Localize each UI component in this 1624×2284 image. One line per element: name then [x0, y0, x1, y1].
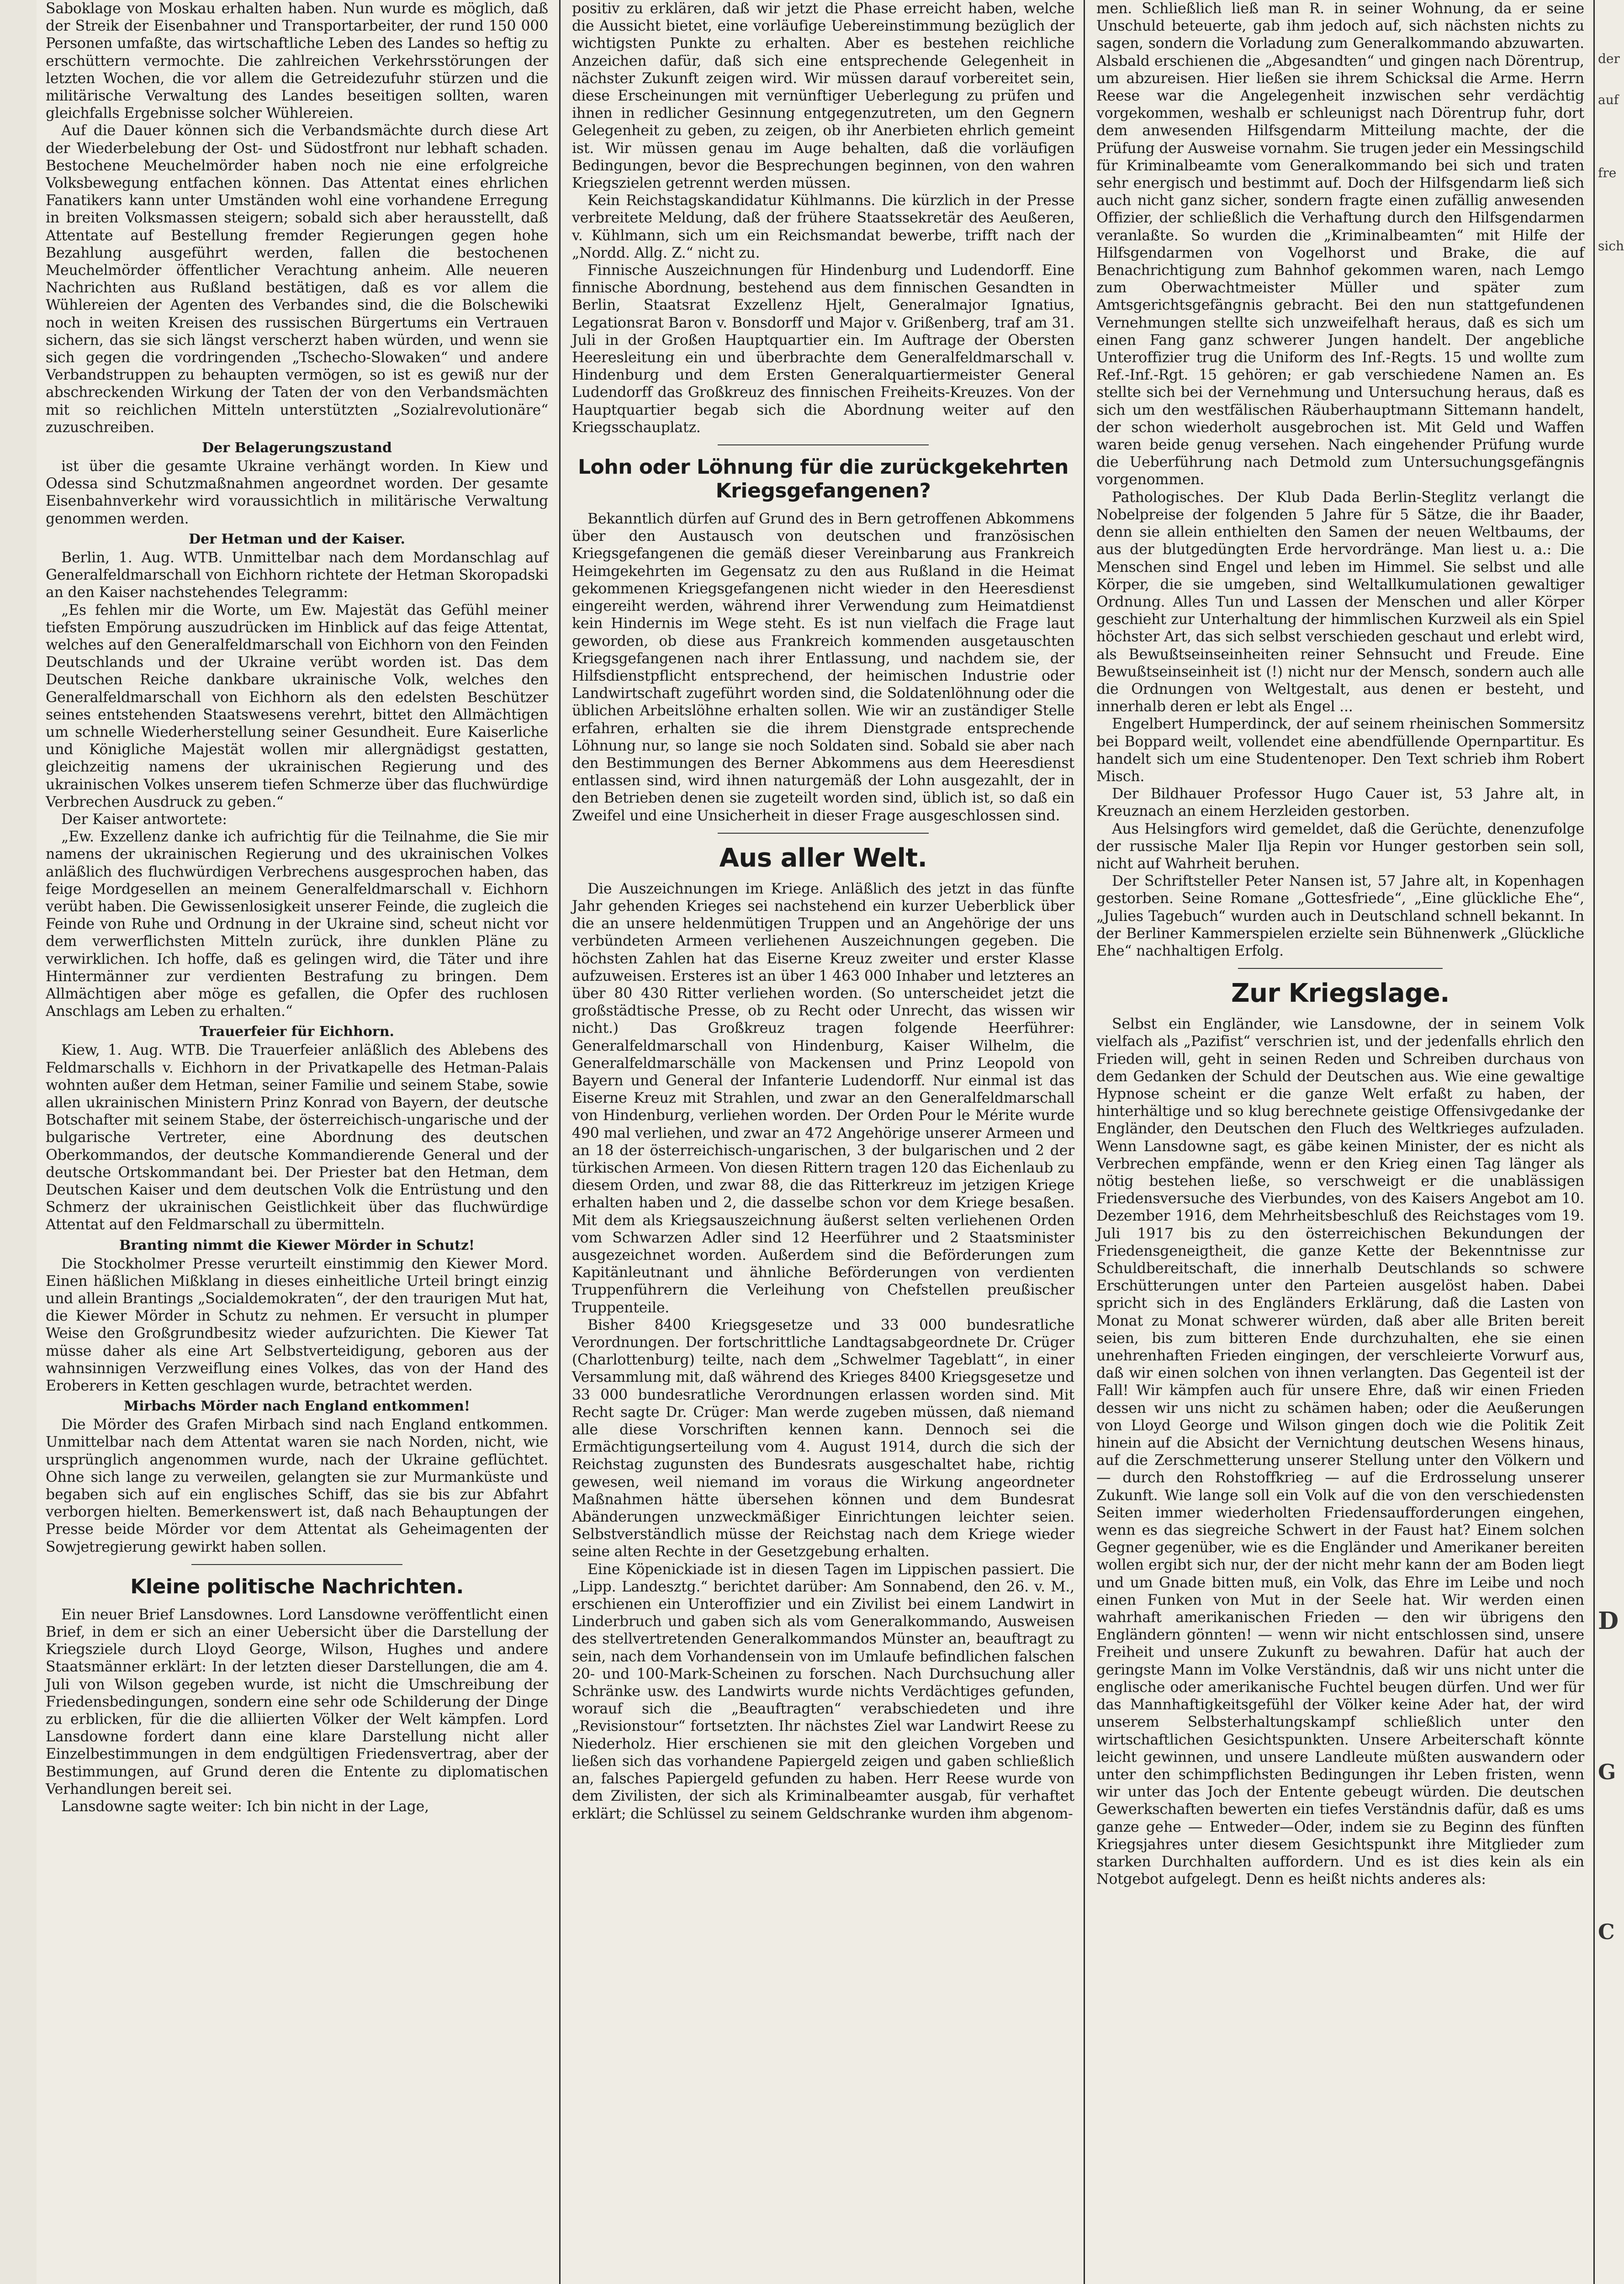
article-paragraph: Lansdowne sagte weiter: Ich bin nicht in der Lage, — [61, 1798, 429, 1815]
section-divider — [718, 833, 929, 834]
subheading: Mirbachs Mörder nach England entkommen! — [123, 1398, 471, 1415]
article-paragraph: Der Schriftsteller Peter Nansen ist, 57 Jahre alt, in Kopenhagen gestorben. Seine Romane „Gottesfriede“, „Eine glückliche Ehe“, „Julies Tagebuch“ wurden auch in Deutschland schnell bekannt. In der Berliner Kammerspielen erzielte sein Bühnenwerk „Glückliche Ehe“ nachhaltigen Erfolg. — [1096, 873, 1584, 959]
article-paragraph: Berlin, 1. Aug. WTB. Unmittelbar nach dem Mordanschlag auf Generalfeldmarschall von Eichhorn richtete der Hetman Skoropadski an den Kaiser nachstehendes Telegramm: — [46, 549, 548, 601]
edge-fragment: auf — [1598, 92, 1619, 107]
section-heading: Zur Kriegslage. — [1231, 978, 1449, 1009]
edge-fragment: sich — [1598, 238, 1624, 254]
article-paragraph: Ein neuer Brief Lansdownes. Lord Lansdowne veröffentlicht einen Brief, in dem er sich an einer Uebersicht über die Darstellung der Kriegsziele durch Lloyd George, Wilson, Hughes und andere Staatsmänner erklärt: In der letzten dieser Darstellungen, die am 4. Juli von Wilson gegeben wurde, ist nicht die Umschreibung der Friedensbedingungen, sondern eine sehr ode Schilderung der Dinge zu erblicken, für die die alliierten Völker der Welt kämpfen. Lord Lansdowne fordert dann eine klare Darstellung nicht aller Einzelbestimmungen in dem endgültigen Friedensvertrag, aber der Bestimmungen, auf Grund deren die Entente zu diplomatischen Verhandlungen bereit sei. — [46, 1606, 548, 1798]
article-paragraph: Finnische Auszeichnungen für Hindenburg und Ludendorff. Eine finnische Abordnung, bestehend aus dem finnischen Gesandten in Berlin, Staatsrat Exzellenz Hjelt, Generalmajor Ignatius, Legationsrat Baron v. Bonsdorff und Major v. Grißenberg, traf am 31. Juli in der Großen Hauptquartier ein. Im Auftrage der Obersten Heeresleitung ein und überbrachte dem Generalfeldmarschall v. Hindenburg und dem Ersten Generalquartiermeister General Ludendorff das Großkreuz des finnischen Freiheits-Kreuzes. Von der Hauptquartier begab sich die Abordnung weiter auf den Kriegsschauplatz. — [572, 262, 1074, 436]
article-paragraph: Aus Helsingfors wird gemeldet, daß die Gerüchte, denenzufolge der russische Maler Ilja Repin vor Hunger gestorben sein soll, nicht auf Wahrheit beruhen. — [1096, 820, 1584, 872]
article-paragraph: Der Kaiser antwortete: — [61, 811, 227, 828]
section-heading: Lohn oder Löhnung für die zurückgekehrten Kriegsgefangenen? — [578, 455, 1069, 503]
article-paragraph: ist über die gesamte Ukraine verhängt worden. In Kiew und Odessa sind Schutzmaßnahmen angeordnet worden. Der gesamte Eisenbahnverkehr wird voraussichtlich in militärische Verwaltung genommen werden. — [46, 458, 548, 527]
article-paragraph: Saboklage von Moskau erhalten haben. Nun wurde es möglich, daß der Streik der Eisenbahner und Transportarbeiter, der rund 150 000 Personen umfaßte, das wirtschaftliche Leben des Landes so heftig zu erschüttern vermochte. Die zahlreichen Verkehrsstörungen der letzten Wochen, die vor allem die Getreidezufuhr stürzen und die militärische Verwaltung des Landes beseitigen sollten, waren gleichfalls Ergebnisse solcher Wühlereien. — [46, 0, 548, 122]
column-1 — [37, 0, 561, 2284]
article-paragraph: Die Mörder des Grafen Mirbach sind nach England entkommen. Unmittelbar nach dem Attentat waren sie nach Norden, nicht, wie ursprünglich angenommen wurde, nach der Ukraine geflüchtet. Ohne sich lange zu verweilen, gelangten sie zur Murmanküste und begaben sich auf ein englisches Schiff, das sie bis zur Abfahrt verborgen hielten. Bemerkenswert ist, daß nach Behauptungen der Presse beide Mörder vor dem Attentat als Geheimagenten der Sowjetregierung gewirkt haben sollen. — [46, 1417, 548, 1555]
edge-fragment: G — [1598, 1760, 1616, 1784]
article-paragraph: Bekanntlich dürfen auf Grund des in Bern getroffenen Abkommens über den Austausch von deutschen und französischen Kriegsgefangenen die gemäß dieser Vereinbarung aus Frankreich Heimgekehrten im Gegensatz zu den aus Rußland in die Heimat gekommenen Kriegsgefangenen nicht wieder in den Heeresdienst eingereiht werden, während ihrer Verwendung zum Heimatdienst kein Hindernis im Wege steht. Es ist nun vielfach die Frage laut geworden, ob diese aus Frankreich kommenden ausgetauschten Kriegsgefangenen nach ihrer Entlassung, und nachdem sie, der Hilfsdienstpflicht entsprechend, der heimischen Industrie oder Landwirtschaft zugeführt worden sind, die Soldatenlöhnung oder die üblichen Arbeitslöhne erhalten sollen. Wie wir an zuständiger Stelle erfahren, erhalten sie die ihrem Dienstgrade entsprechende Löhnung nur, so lange sie noch Soldaten sind. Sobald sie aber nach den Bestimmungen des Berner Abkommens aus dem Heeresdienst entlassen sind, wird ihnen naturgemäß der Lohn ausgezahlt, der in den Betrieben denen sie zugeteilt worden sind, üblich ist, so daß ein Zweifel und eine Unsicherheit in dieser Frage ausgeschlossen sind. — [572, 511, 1074, 824]
column-3 — [1085, 0, 1595, 2284]
column-2 — [561, 0, 1085, 2284]
section-heading: Aus aller Welt. — [719, 843, 927, 873]
edge-fragment: D — [1598, 1607, 1619, 1635]
article-paragraph: positiv zu erklären, daß wir jetzt die Phase erreicht haben, welche die Aussicht bietet, eine vorläufige Uebereinstimmung bezüglich der wichtigsten Punkte zu erhalten. Aber es bestehen reichliche Anzeichen dafür, daß sich eine entsprechende Gelegenheit in nächster Zukunft zeigen wird. Wir müssen darauf vorbereitet sein, diese Erscheinungen mit vernünftiger Ueberlegung zu prüfen und ihnen in redlicher Gesinnung entgegenzutreten, um den Gegnern Gelegenheit zu geben, zu zeigen, ob ihr Anerbieten ehrlich gemeint ist. Wir müssen genau im Auge behalten, daß die vorläufigen Bedingungen, bevor die Besprechungen beginnen, von den wahren Kriegszielen getrennt werden müssen. — [572, 0, 1074, 192]
article-paragraph: Selbst ein Engländer, wie Lansdowne, der in seinem Volk vielfach als „Pazifist“ verschrien ist, und der jedenfalls ehrlich den Frieden will, geht in seinen Reden und Schreiben durchaus von dem Gedanken der Schuld der Deutschen aus. Wie eine gewaltige Hypnose scheint er die ganze Welt erfaßt zu haben, der hinterhältige und so klug berechnete geistige Offensivgedanke der Engländer, den Deutschen den Fluch des Weltkrieges aufzuladen. Wenn Lansdowne sagt, es gäbe keinen Minister, der es nicht als Verbrechen empfände, wenn er den Krieg einen Tag länger als nötig bestehen ließe, so verschweigt er die unablässigen Friedensversuche des Vierbundes, von des Kaisers Angebot am 10. Dezember 1916, dem Mehrheitsbeschluß des Reichstages vom 19. Juli 1917 bis zu den österreichischen Bekundungen der Friedensgeneigtheit, die ganze Kette der Bekenntnisse zur Schuldbereitschaft, die innerhalb Deutschlands so schwere Erschütterungen unter den Parteien ausgelöst haben. Dabei spricht sich in des Engländers Erklärung, daß die Lasten von Monat zu Monat schwerer würden, daß aber alle Briten bereit seien, bis zum bitteren Ende durchzuhalten, ehe sie einen unehrenhaften Frieden eingingen, der verschleierte Vorwurf aus, daß wir einen solchen von ihnen verlangten. Das Gegenteil ist der Fall! Wir kämpfen auch für unsere Ehre, daß wir einen Frieden dessen wir uns nicht zu schämen haben; oder die Aeußerungen von Lloyd George und Wilson gingen doch wie die Politik Zeit hinein auf die Absicht der Vernichtung deutschen Wesens hinaus, auf die Zerschmetterung unserer Stellung unter den Völkern und — durch den Rohstoffkrieg — auf die Erdrosselung unserer Zukunft. Wie lange soll ein Volk auf die von den verschiedensten Seiten immer wiederholten Friedensaufforderungen eingehen, wenn es das siegreiche Schwert in der Faust hat? Einem solchen Gegner gegenüber, wie es die Engländer und Amerikaner bereiten wollen ergibt sich nur, der der nicht mehr kann der am Boden liegt und um Gnade bitten muß, ein Volk, das Ehre im Leibe und noch einen Funken von Mut in der Seele hat. Wir werden einen wahrhaft amerikanischen Frieden — den wir übrigens den Engländern gönnten! — wenn wir nicht entschlossen sind, unsere Freiheit und unsere Zukunft zu bewahren. Dafür hat auch der geringste Mann im Volke Verständnis, daß wir uns nicht unter die englische oder amerikanische Fuchtel beugen dürfen. Und wer für das Mannhaftigkeitsgefühl der Völker keine Ader hat, der wird unserem Selbsterhaltungskampf schließlich unter den wirtschaftlichen Gesichtspunkten. Unsere Arbeiterschaft könnte leicht gewinnen, und unsere Landleute müßten auswandern oder unter den schimpflichsten Bedingungen ihr Leben fristen, wenn wir unter das Joch der Entente gebeugt würden. Die deutschen Gewerkschaften bewerten ein tiefes Verständnis dafür, daß es ums ganze gehe — Entweder—Oder, indem sie zu Beginn des fünften Kriegsjahres unter diesem Gesichtspunkt ihre Mitglieder zum starken Durchhalten auffordern. Und es ist dies kein als ein Notgebot aufgelegt. Denn es heißt nichts anderes als: — [1096, 1016, 1584, 1888]
article-paragraph: Bisher 8400 Kriegsgesetze und 33 000 bundesratliche Verordnungen. Der fortschrittliche Landtagsabgeordnete Dr. Crüger (Charlottenburg) teilte, nach dem „Schwelmer Tageblatt“, in einer Versammlung mit, daß während des Krieges 8400 Kriegsgesetze und 33 000 bundesratliche Verordnungen erlassen worden sind. Mit Recht sagte Dr. Crüger: Man werde zugeben müssen, daß niemand alle diese Vorschriften kennen kann. Dennoch sei die Ermächtigungserteilung vom 4. August 1914, durch die sich der Reichstag zugunsten des Bundesrats ausgeschaltet habe, richtig gewesen, weil niemand im voraus die Wirkung angeordneter Maßnahmen hätte übersehen können und dem Bundesrat Abänderungen unzweckmäßiger Einrichtungen leichter seien. Selbstverständlich müsse der Reichstag nach dem Kriege wieder seine alten Rechte in der Gesetzgebung erhalten. — [572, 1316, 1074, 1560]
article-paragraph: Auf die Dauer können sich die Verbandsmächte durch diese Art der Wiederbelebung der Ost- und Südostfront nur lebhaft schaden. Bestochene Meuchelmörder haben noch nie eine erfolgreiche Volksbewegung entfachen können. Das Attentat eines ehrlichen Fanatikers kann unter Umständen wohl eine vorhandene Erregung in breiten Volksmassen steigern; sobald sich aber herausstellt, daß Attentate auf Bestellung fremder Regierungen gegen hohe Bezahlung ausgeführt werden, fallen die bestochenen Meuchelmörder öffentlicher Verachtung anheim. Alle neueren Nachrichten aus Rußland bestätigen, daß es vor allem die Wühlereien der Agenten des Verbandes sind, die die Bolschewiki noch in weiten Kreisen des russischen Bürgertums ein Vertrauen sichern, das sie sich längst verscherzt haben würden, und wenn sie sich gegen die vordringenden „Tschecho-Slowaken“ und andere Verbandstruppen zu behaupten vermögen, so ist es gewiß nur der abschreckenden Wirkung der Taten der von den Verbandsmächten mit so reichlichen Mitteln unterstützten „Sozialrevolutionäre“ zuzuschreiben. — [46, 122, 548, 436]
section-divider — [718, 444, 929, 445]
subheading: Der Belagerungszustand — [202, 440, 392, 456]
article-paragraph: men. Schließlich ließ man R. in seiner Wohnung, da er seine Unschuld beteuerte, gab ihm jedoch auf, sich nächsten nichts zu sagen, sondern die Vorladung zum Generalkommando abzuwarten. Alsbald erschienen die „Abgesandten“ und gingen nach Dörentrup, um abzureisen. Hier ließen sie ihrem Schicksal die Arme. Herrn Reese war die Angelegenheit inzwischen sehr verdächtig vorgekommen, weshalb er schleunigst nach Dörentrup fuhr, dort dem anwesenden Hilfsgendarm Mitteilung machte, der die Prüfung der Ausweise vornahm. Sie trugen jeder ein Messingschild für Kriminalbeamte vom Generalkommando bei sich und traten sehr energisch und bestimmt auf. Doch der Hilfsgendarm ließ sich auch nicht ganz sicher, sondern fragte einen zufällig anwesenden Offizier, der schließlich die Verhaftung durch den Hilfsgendarmen veranlaßte. So wurden die „Kriminalbeamten“ mit Hilfe der Hilfsgendarmen von Vogelhorst und Brake, die auf Benachrichtigung zum Bahnhof gekommen waren, nach Lemgo zum Oberwachtmeister Müller und später zum Amtsgerichtsgefängnis gebracht. Bei den nun stattgefundenen Vernehmungen stellte sich unzweifelhaft heraus, daß es sich um einen Fang ganz schwerer Jungen handelt. Der angebliche Unteroffizier trug die Uniform des Inf.-Regts. 15 und wollte zum Ref.-Inf.-Rgt. 15 gehören; er gab verschiedene Namen an. Es stellte sich bei der Vernehmung und Untersuchung heraus, daß es sich um den westfälischen Räuberhauptmann Sittemann handelt, der schon wiederholt ausgebrochen ist. Mit Geld und Waffen waren beide genug versehen. Nach eingehender Prüfung wurde die Ueberführung nach Detmold zum Untersuchungsgefängnis vorgenommen. — [1096, 0, 1584, 488]
article-paragraph: Der Bildhauer Professor Hugo Cauer ist, 53 Jahre alt, in Kreuznach an einem Herzleiden gestorben. — [1096, 786, 1584, 820]
article-paragraph: Kiew, 1. Aug. WTB. Die Trauerfeier anläßlich des Ablebens des Feldmarschalls v. Eichhorn in der Privatkapelle des Hetman-Palais wohnten außer dem Hetman, seiner Familie und seinem Stabe, sowie allen ukrainischen Ministern Prinz Konrad von Bayern, der deutsche Botschafter mit seinem Stabe, der österreichisch-ungarische und der bulgarische Vertreter, eine Abordnung des deutschen Oberkommandos, der deutsche Kommandierende General und der deutsche Ortskommandant bei. Der Priester bat den Hetman, dem Deutschen Kaiser und dem deutschen Volk die Entrüstung und den Schmerz der ukrainischen Geistlichkeit über das fluchwürdige Attentat auf den Feldmarschall zu übermitteln. — [46, 1042, 548, 1233]
section-divider — [1238, 968, 1443, 969]
article-paragraph: Engelbert Humperdinck, der auf seinem rheinischen Sommersitz bei Boppard weilt, vollendet eine abendfüllende Opernpartitur. Es handelt sich um eine Studentenoper. Den Text schrieb ihm Robert Misch. — [1096, 716, 1584, 785]
article-paragraph: Eine Köpenickiade ist in diesen Tagen im Lippischen passiert. Die „Lipp. Landesztg.“ berichtet darüber: Am Sonnabend, den 26. v. M., erschienen ein Unteroffizier und ein Zivilist bei einem Landwirt in Linderbruch und gaben sich als vom Generalkommando, Ausweisen des stellvertretenden Generalkommandos Münster an, beauftragt zu sein, nach dem Vorhandensein von im Umlaufe befindlichen falschen 20- und 100-Mark-Scheinen zu forschen. Nach Durchsuchung aller Schränke usw. des Landwirts wurde nichts Verdächtiges gefunden, worauf sich die „Beauftragten“ verabschiedeten und ihre „Revisionstour“ fortsetzten. Ihr nächstes Ziel war Landwirt Reese zu Niederholz. Hier erschienen sie mit den gleichen Vorgeben und ließen sich das vorhandene Papiergeld zeigen und gaben schließlich an, falsches Papiergeld gefunden zu haben. Herr Reese wurde von dem Zivilisten, der sich als Kriminalbeamter ausgab, für verhaftet erklärt; die Schlüssel zu seinem Geldschranke wurden ihm abgenom- — [572, 1561, 1074, 1822]
article-paragraph: Die Auszeichnungen im Kriege. Anläßlich des jetzt in das fünfte Jahr gehenden Krieges sei nachstehend ein kurzer Ueberblick über die an unsere heldenmütigen Truppen und an Angehörige der uns verbündeten Armeen verliehenen Auszeichnungen gegeben. Die höchsten Zahlen hat das Eiserne Kreuz zweiter und erster Klasse aufzuweisen. Ersteres ist an über 1 463 000 Inhaber und letzteres an über 80 430 Ritter verliehen worden. (So unterscheidet jetzt die großstädtische Presse, ob zu Recht oder Unrecht, das wissen wir nicht.) Das Großkreuz tragen folgende Heerführer: Generalfeldmarschall von Hindenburg, Kaiser Wilhelm, die Generalfeldmarschälle von Mackensen und Prinz Leopold von Bayern und General der Infanterie Ludendorff. Nur einmal ist das Eiserne Kreuz mit Strahlen, und zwar an den Generalfeldmarschall von Hindenburg, verliehen worden. Der Orden Pour le Mérite wurde 490 mal verliehen, und zwar an 472 Angehörige unserer Armeen und an 18 der österreichisch-ungarischen, 3 der bulgarischen und 2 der türkischen Armeen. Von diesen Rittern tragen 120 das Eichenlaub zu diesem Orden, und zwar 88, die das Ritterkreuz im jetzigen Kriege erhalten haben und 2, die dasselbe schon vor dem Kriege besaßen. Mit dem als Kriegsauszeichnung äußerst selten verliehenen Orden vom Schwarzen Adler sind 12 Heerführer und 2 Staatsminister ausgezeichnet worden. Außerdem sind die Beförderungen zum Kapitänleutnant und ähnliche Beförderungen von verdienten Truppenführern die Verleihung von Chefstellen preußischer Truppenteile. — [572, 880, 1074, 1316]
article-paragraph: „Es fehlen mir die Worte, um Ew. Majestät das Gefühl meiner tiefsten Empörung auszudrücken im Hinblick auf das feige Attentat, welches auf den Generalfeldmarschall von Eichhorn von den Feinden Deutschlands und der Ukraine verübt worden ist. Das dem Deutschen Reiche dankbare ukrainische Volk, welches den Generalfeldmarschall von Eichhorn als den edelsten Beschützer seines entstehenden Staatswesens verehrt, bittet den Allmächtigen um schnelle Wiederherstellung seiner Gesundheit. Eure Kaiserliche und Königliche Majestät wollen mir allergnädigst gestatten, gleichzeitig namens der ukrainischen Regierung und des ukrainischen Volkes unserem tiefen Schmerze über das fluchwürdige Verbrechen Ausdruck zu geben.“ — [46, 602, 548, 810]
section-heading: Kleine politische Nachrichten. — [130, 1575, 464, 1598]
edge-fragment: fre — [1598, 165, 1617, 180]
article-paragraph: Kein Reichstagskandidatur Kühlmanns. Die kürzlich in der Presse verbreitete Meldung, daß der frühere Staatssekretär des Aeußeren, v. Kühlmann, sich um ein Reichsmandat bewerbe, trifft nach der „Nordd. Allg. Z.“ nicht zu. — [572, 192, 1074, 261]
page-margin — [0, 0, 37, 2284]
article-paragraph: „Ew. Exzellenz danke ich aufrichtig für die Teilnahme, die Sie mir namens der ukrainischen Regierung und des ukrainischen Volkes anläßlich des fluchwürdigen Verbrechens ausgesprochen haben, das feige Mordgesellen an meinem Generalfeldmarschall v. Eichhorn verübt haben. Die Gewissenlosigkeit unserer Feinde, die zugleich die Feinde von Ruhe und Ordnung in der Ukraine sind, scheut nicht vor dem verwerflichsten Mitteln zurück, ihre dunklen Pläne zu verwirklichen. Ich hoffe, daß es gelingen wird, die Täter und ihre Hintermänner zur verdienten Bestrafung zu bringen. Dem Allmächtigen aber möge es gefallen, die Opfer des ruchlosen Anschlags am Leben zu erhalten.“ — [46, 829, 548, 1020]
section-divider — [191, 1564, 402, 1565]
article-paragraph: Pathologisches. Der Klub Dada Berlin-Steglitz verlangt die Nobelpreise der folgenden 5 Jahre für 5 Sätze, die ihr Baader, denn sie allein enthielten den Samen der neuen Weltbaums, der aus der blutgedüngten Erde hervordränge. Man liest u. a.: Die Menschen sind Engel und leben im Himmel. Sie selbst und alle Körper, die sie umgeben, sind Weltallkumulationen gewaltiger Ordnung. Alles Tun und Lassen der Menschen und aller Körper geschieht zur Unterhaltung der himmlischen Kurzweil als ein Spiel höchster Art, das sich selbst verschieden geschaut und erlebt wird, als Bewußtseinseinheiten reiner Sehnsucht und Freude. Eine Bewußtseinseinheit ist (!) nicht nur der Mensch, sondern auch alle die Ordnungen von Weltgestalt, aus denen er besteht, und innerhalb deren er lebt als Engel ... — [1096, 489, 1584, 715]
subheading: Trauerfeier für Eichhorn. — [199, 1024, 394, 1040]
subheading: Der Hetman und der Kaiser. — [189, 531, 405, 547]
subheading: Branting nimmt die Kiewer Mörder in Schutz! — [119, 1237, 475, 1253]
edge-fragment: C — [1598, 1919, 1615, 1944]
article-paragraph: Die Stockholmer Presse verurteilt einstimmig den Kiewer Mord. Einen häßlichen Mißklang in dieses einheitliche Urteil bringt einzig und allein Brantings „Socialdemokraten“, der den traurigen Mut hat, die Kiewer Mörder in Schutz zu nehmen. Er versucht in plumper Weise den Großgrundbesitz wieder aufzurichten. Die Kiewer Tat müsse daher als eine Art Selbstverteidigung, geboren aus der wahnsinnigen Verzweiflung eines Volkes, das von der Hand des Eroberers in Ketten geschlagen wurde, betrachtet werden. — [46, 1255, 548, 1395]
edge-fragment: der — [1598, 51, 1620, 66]
edge-strip — [1595, 0, 1624, 2284]
